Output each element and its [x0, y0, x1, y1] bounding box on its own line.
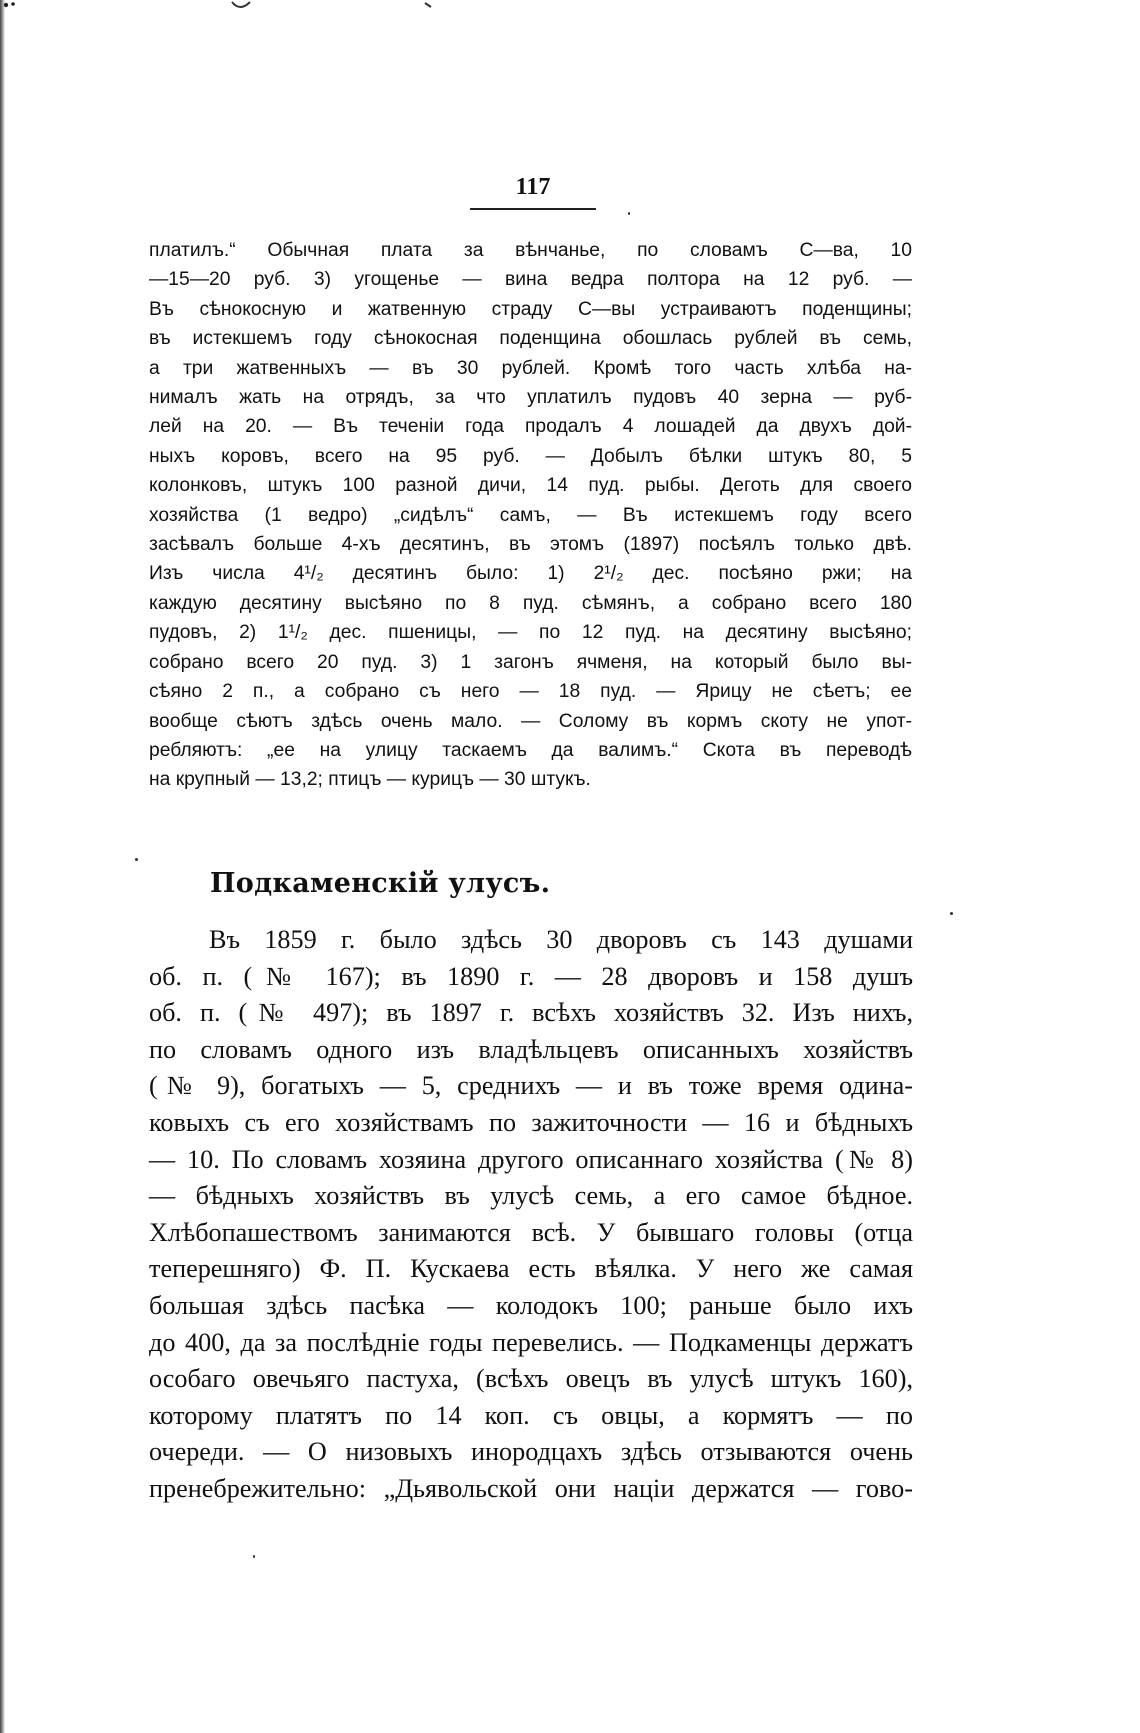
text-line: Хлѣбопашествомъ занимаются всѣ. У бывшаго головы (отца: [149, 1217, 913, 1247]
text-line: платилъ.“ Обычная плата за вѣнчанье, по словамъ С—ва, 10: [149, 240, 912, 261]
text-line: а три жатвенныхъ — въ 30 рублей. Кромѣ того часть хлѣба на-: [149, 357, 912, 379]
section-title: Подкаменскій улусъ.: [210, 868, 551, 899]
text-line: лей на 20. — Въ теченіи года продалъ 4 лошадей да двухъ дой-: [149, 416, 912, 438]
text-line: колонковъ, штукъ 100 разной дичи, 14 пуд. рыбы. Деготь для своего: [149, 475, 912, 497]
text-line: об. п. (№ 497); въ 1897 г. всѣхъ хозяйствъ 32. Изъ нихъ,: [149, 998, 913, 1028]
text-line: Въ сѣнокосную и жатвенную страду С—вы устраиваютъ поденщины;: [149, 298, 912, 320]
text-line: по словамъ одного изъ владѣльцевъ описанныхъ хозяйствъ: [149, 1034, 913, 1064]
text-line: очереди. — О низовыхъ инородцахъ здѣсь отзываются очень: [149, 1437, 913, 1467]
text-line: хозяйства (1 ведро) „сидѣлъ“ самъ, — Въ истекшемъ году всего: [149, 504, 912, 526]
text-line: вообще сѣютъ здѣсь очень мало. — Солому въ кормъ скоту не упот-: [149, 710, 912, 732]
text-line: каждую десятину высѣяно по 8 пуд. сѣмянъ, а собрано всего 180: [149, 592, 912, 614]
text-line: — 10. По словамъ хозяина другого описаннаго хозяйства (№ 8): [149, 1144, 913, 1174]
scan-left-edge: [0, 0, 5, 1733]
text-line: особаго овечьяго пастуха, (всѣхъ овецъ въ улусѣ штукъ 160),: [149, 1364, 913, 1394]
text-line: на крупный — 13,2; птицъ — курицъ — 30 штукъ.: [149, 769, 591, 791]
text-line: об. п. (№ 167); въ 1890 г. — 28 дворовъ и 158 душъ: [149, 961, 913, 991]
text-line: (№ 9), богатыхъ — 5, среднихъ — и въ тоже время одина-: [149, 1071, 913, 1101]
text-line: большая здѣсь пасѣка — колодокъ 100; раньше было ихъ: [149, 1290, 913, 1320]
upper-paragraph: [149, 236, 912, 795]
text-line: — бѣдныхъ хозяйствъ въ улусѣ семь, а его самое бѣдное.: [149, 1181, 913, 1211]
scan-speck: [628, 212, 630, 215]
text-line: собрано всего 20 пуд. 3) 1 загонъ ячменя, на который было вы-: [149, 651, 912, 673]
text-line: ныхъ коровъ, всего на 95 руб. — Добылъ бѣлки штукъ 80, 5: [149, 445, 912, 467]
text-line: —15—20 руб. 3) угощенье — вина ведра полтора на 12 руб. —: [149, 269, 912, 291]
text-line: ребляютъ: „ее на улицу таскаемъ да валимъ.“ Скота въ переводѣ: [149, 739, 912, 761]
text-line: сѣяно 2 п., а собрано съ него — 18 пуд. — Ярицу не сѣетъ; ее: [149, 681, 912, 703]
text-line: ковыхъ съ его хозяйствамъ по зажиточности — 16 и бѣдныхъ: [149, 1107, 913, 1137]
scan-top-marks: [0, 0, 500, 18]
page-number: 117: [515, 174, 551, 200]
text-line: въ истекшемъ году сѣнокосная поденщина обошлась рублей въ семь,: [149, 328, 912, 350]
text-line: Въ 1859 г. было здѣсь 30 дворовъ съ 143 душами: [209, 925, 913, 954]
scan-speck: [253, 1555, 255, 1558]
text-line: пудовъ, 2) 1¹/₂ дес. пшеницы, — по 12 пуд. на десятину высѣяно;: [149, 622, 912, 644]
page-number-rule: [470, 208, 596, 210]
scan-speck: [135, 858, 138, 861]
text-line: засѣвалъ больше 4-хъ десятинъ, въ этомъ (1897) посѣялъ только двѣ.: [149, 534, 912, 556]
text-line: нималъ жать на отрядъ, за что уплатилъ пудовъ 40 зерна — руб-: [149, 387, 912, 409]
text-line: Изъ числа 4¹/₂ десятинъ было: 1) 2¹/₂ дес. посѣяно ржи; на: [149, 563, 912, 585]
text-line: теперешняго) Ф. П. Кускаева есть вѣялка. У него же самая: [149, 1254, 913, 1284]
scan-speck: [950, 912, 953, 915]
text-line: пренебрежительно: „Дьявольской они націи держатся — гово-: [149, 1473, 913, 1503]
section-paragraph: [149, 922, 913, 1508]
text-line: которому платятъ по 14 коп. съ овцы, а кормятъ — по: [149, 1400, 913, 1430]
text-line: до 400, да за послѣдніе годы перевелись. — Подкаменцы держатъ: [149, 1327, 913, 1357]
